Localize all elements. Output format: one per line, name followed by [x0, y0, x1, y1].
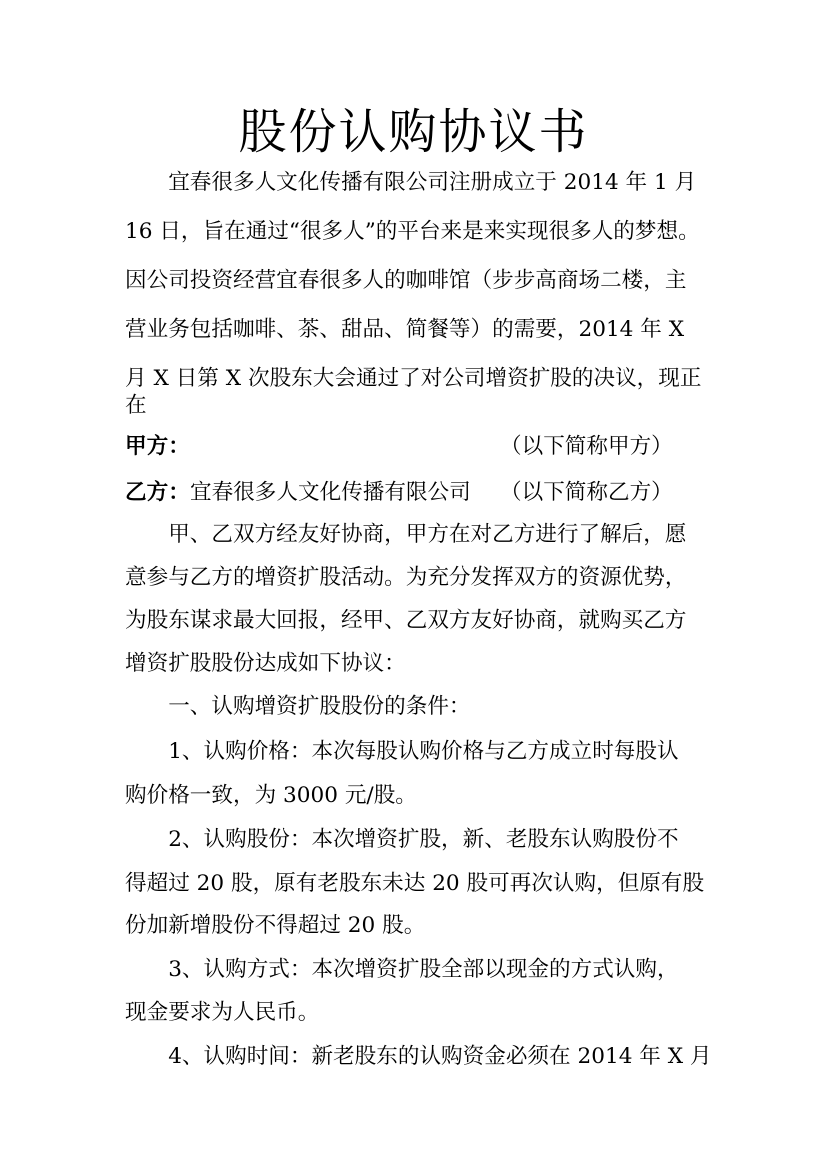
negotiation-line-2: 意参与乙方的增资扩股活动。为充分发挥双方的资源优势， — [125, 565, 687, 590]
intro-line-3: 因公司投资经营宜春很多人的咖啡馆（步步高商场二楼，主 — [125, 268, 687, 293]
party-b-label: 乙方： — [125, 480, 190, 505]
intro-line-2: 16 日，旨在通过“很多人”的平台来是来实现很多人的梦想。 — [125, 219, 700, 244]
section-1-heading: 一、认购增资扩股股份的条件： — [125, 694, 471, 719]
party-b-note: （以下简称乙方） — [500, 480, 673, 505]
intro-line-5: 月 X 日第 X 次股东大会通过了对公司增资扩股的决议，现正 — [125, 366, 702, 391]
intro-line-6: 在 — [125, 393, 147, 418]
intro-line-4: 营业务包括咖啡、茶、甜品、简餐等）的需要，2014 年 X — [125, 317, 685, 342]
party-a-label: 甲方： — [125, 434, 190, 459]
clause-2-line-1: 2、认购股份：本次增资扩股，新、老股东认购股份不 — [125, 827, 679, 852]
clause-2-line-3: 份加新增股份不得超过 20 股。 — [125, 913, 426, 938]
party-a-note: （以下简称甲方） — [500, 434, 673, 459]
negotiation-line-3: 为股东谋求最大回报，经甲、乙双方友好协商，就购买乙方 — [125, 608, 687, 633]
negotiation-line-1: 甲、乙双方经友好协商，甲方在对乙方进行了解后，愿 — [125, 522, 687, 547]
clause-3-line-1: 3、认购方式：本次增资扩股全部以现金的方式认购， — [125, 957, 679, 982]
clause-2-line-2: 得超过 20 股，原有老股东未达 20 股可再次认购，但原有股 — [125, 871, 705, 896]
intro-line-1: 宜春很多人文化传播有限公司注册成立于 2014 年 1 月 — [125, 170, 697, 195]
negotiation-line-4: 增资扩股股份达成如下协议： — [125, 651, 406, 676]
clause-4-line-1: 4、认购时间：新老股东的认购资金必须在 2014 年 X 月 — [125, 1044, 712, 1069]
clause-1-line-1: 1、认购价格：本次每股认购价格与乙方成立时每股认 — [125, 739, 679, 764]
clause-1-line-2: 购价格一致，为 3000 元/股。 — [125, 783, 417, 808]
party-b-name: 宜春很多人文化传播有限公司 — [190, 480, 471, 505]
clause-3-line-2: 现金要求为人民币。 — [125, 1000, 320, 1025]
document-title: 股份认购协议书 — [238, 104, 589, 160]
